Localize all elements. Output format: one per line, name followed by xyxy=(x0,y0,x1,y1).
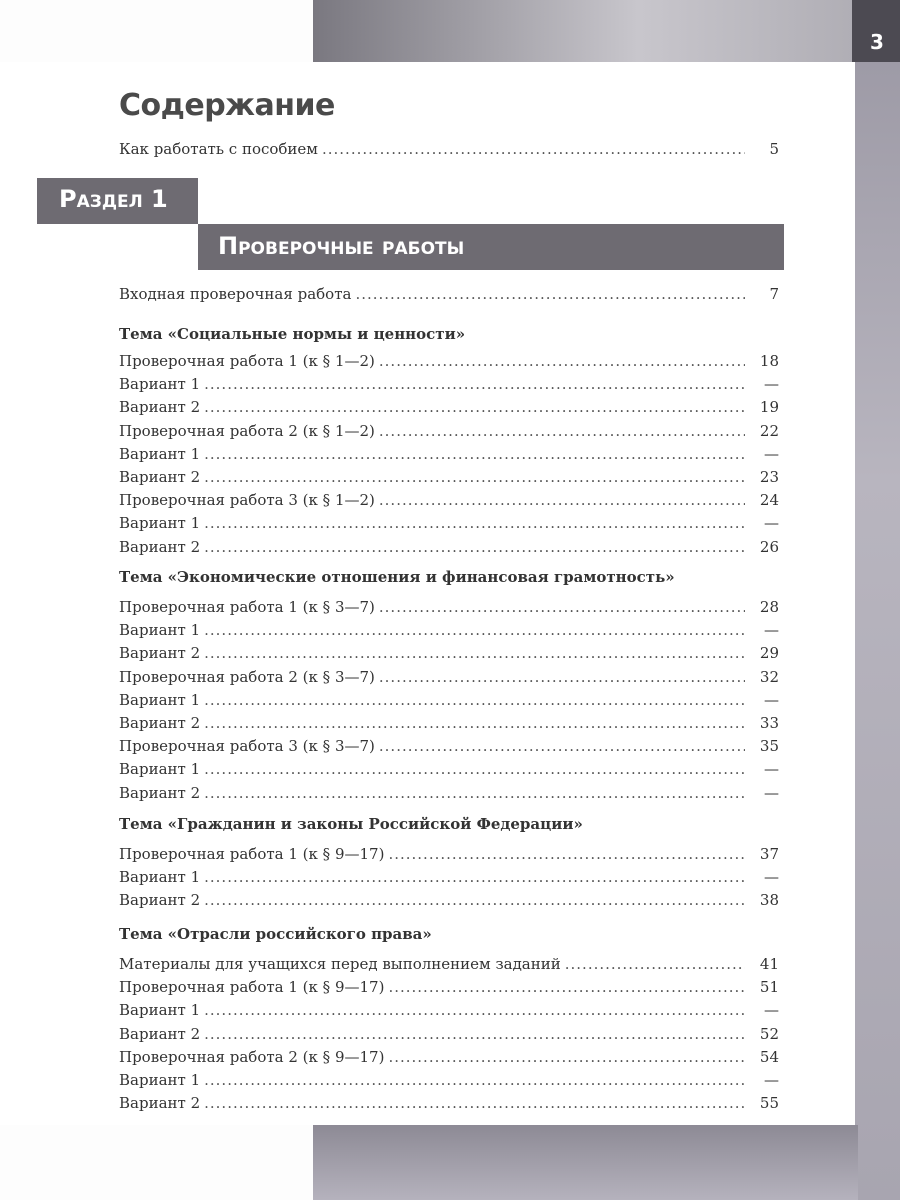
toc-row[interactable] xyxy=(119,1025,779,1047)
toc-row[interactable] xyxy=(119,598,779,620)
toc-page: 18 xyxy=(759,352,779,370)
leader-dots xyxy=(204,375,745,393)
toc-label: Вариант 1 xyxy=(119,444,201,463)
toc-row[interactable] xyxy=(119,845,779,867)
toc-page: — xyxy=(764,1001,779,1020)
toc-label: Вариант 2 xyxy=(119,468,201,486)
leader-dots xyxy=(204,714,745,732)
toc-page: 28 xyxy=(759,598,779,616)
toc-row[interactable] xyxy=(119,644,779,666)
toc-row[interactable] xyxy=(119,868,779,890)
toc-label: Проверочная работа 2 (к § 1—2) xyxy=(119,421,375,440)
toc-page: — xyxy=(764,690,779,709)
toc-label: Вариант 1 xyxy=(119,1071,201,1089)
toc-row[interactable] xyxy=(119,514,779,536)
leader-dots xyxy=(204,398,745,416)
toc-label: Вариант 2 xyxy=(119,398,201,417)
toc-label: Проверочная работа 1 (к § 9—17) xyxy=(119,978,385,997)
toc-row[interactable] xyxy=(119,375,779,397)
toc-label: Проверочная работа 3 (к § 1—2) xyxy=(119,491,375,510)
toc-page: 29 xyxy=(759,644,779,663)
toc-row[interactable] xyxy=(119,538,779,560)
toc-label: Вариант 2 xyxy=(119,891,201,910)
leader-dots xyxy=(204,538,745,556)
toc-page: — xyxy=(764,1071,779,1089)
toc-row[interactable] xyxy=(119,1071,779,1093)
toc-label: Вариант 1 xyxy=(119,1001,201,1020)
leader-dots xyxy=(204,468,745,486)
toc-label: Вариант 1 xyxy=(119,868,201,887)
toc-label: Проверочная работа 1 (к § 9—17) xyxy=(119,845,385,863)
leader-dots xyxy=(204,644,745,662)
toc-row[interactable] xyxy=(119,1094,779,1116)
toc-row[interactable] xyxy=(119,784,779,806)
toc-page: — xyxy=(764,868,779,887)
toc-row-intro[interactable] xyxy=(119,140,779,162)
toc-row[interactable] xyxy=(119,737,779,759)
toc-label: Вариант 1 xyxy=(119,690,201,709)
toc-label: Материалы для учащихся перед выполнением заданий xyxy=(119,955,561,973)
toc-label: Вариант 2 xyxy=(119,714,201,732)
leader-dots xyxy=(204,621,745,639)
toc-row[interactable] xyxy=(119,760,779,782)
toc-page: 7 xyxy=(769,285,779,303)
toc-label: Проверочная работа 3 (к § 3—7) xyxy=(119,737,375,756)
toc-row[interactable] xyxy=(119,422,779,444)
toc-label: Вариант 1 xyxy=(119,621,201,640)
toc-page: 52 xyxy=(759,1024,779,1043)
leader-dots xyxy=(204,1001,745,1019)
toc-label: Входная проверочная работа xyxy=(119,285,352,303)
section-banner xyxy=(37,178,198,224)
leader-dots xyxy=(565,955,745,973)
toc-page: 33 xyxy=(759,714,779,732)
topic-heading: Тема «Социальные нормы и ценности» xyxy=(119,325,466,343)
toc-label: Вариант 1 xyxy=(119,514,201,533)
leader-dots xyxy=(379,737,745,755)
leader-dots xyxy=(379,668,745,686)
leader-dots xyxy=(322,140,745,158)
toc-label: Вариант 2 xyxy=(119,1094,201,1113)
toc-page: — xyxy=(764,783,779,802)
toc-label: Проверочная работа 2 (к § 3—7) xyxy=(119,667,375,686)
leader-dots xyxy=(388,1048,745,1066)
toc-label: Проверочная работа 1 (к § 3—7) xyxy=(119,598,375,616)
leader-dots xyxy=(204,784,745,802)
header-band xyxy=(313,0,855,62)
toc-page: 38 xyxy=(759,891,779,910)
topic-heading: Тема «Гражданин и законы Российской Федерации» xyxy=(119,815,583,833)
toc-page: 19 xyxy=(759,398,779,417)
page-number: 3 xyxy=(870,30,884,54)
topic-heading: Тема «Экономические отношения и финансовая грамотность» xyxy=(119,568,675,586)
leader-dots xyxy=(388,978,745,996)
leader-dots xyxy=(379,491,745,509)
toc-page: 23 xyxy=(759,468,779,486)
toc-label: Вариант 2 xyxy=(119,1024,201,1043)
toc-row[interactable] xyxy=(119,978,779,1000)
toc-row[interactable] xyxy=(119,468,779,490)
toc-label: Вариант 2 xyxy=(119,537,201,556)
leader-dots xyxy=(204,514,745,532)
toc-row[interactable] xyxy=(119,621,779,643)
toc-page: 26 xyxy=(759,537,779,556)
toc-page: 35 xyxy=(759,737,779,756)
page-edge-strip xyxy=(855,0,900,1200)
topic-heading: Тема «Отрасли российского права» xyxy=(119,925,432,943)
leader-dots xyxy=(204,760,745,778)
toc-page: 51 xyxy=(759,978,779,997)
leader-dots xyxy=(204,445,745,463)
toc-label: Вариант 2 xyxy=(119,644,201,663)
leader-dots xyxy=(388,845,745,863)
toc-row[interactable] xyxy=(119,691,779,713)
page-title: Содержание xyxy=(119,88,335,123)
toc-page: 32 xyxy=(759,667,779,686)
toc-page: 24 xyxy=(759,491,779,510)
toc-row[interactable] xyxy=(119,955,779,977)
leader-dots xyxy=(204,891,745,909)
toc-row[interactable] xyxy=(119,398,779,420)
section-title-banner xyxy=(198,224,784,270)
toc-page: 37 xyxy=(759,845,779,863)
toc-page: 41 xyxy=(759,955,779,973)
toc-label: Проверочная работа 1 (к § 1—2) xyxy=(119,352,375,370)
toc-page: — xyxy=(764,375,779,394)
toc-label: Вариант 2 xyxy=(119,783,201,802)
leader-dots xyxy=(204,1071,745,1089)
toc-label: Вариант 1 xyxy=(119,375,201,394)
toc-row-entry-test[interactable] xyxy=(119,285,779,307)
leader-dots xyxy=(379,422,745,440)
toc-label: Как работать с пособием xyxy=(119,140,318,158)
toc-page: 22 xyxy=(759,421,779,440)
toc-page: 55 xyxy=(759,1094,779,1113)
toc-page: — xyxy=(764,514,779,533)
toc-row[interactable] xyxy=(119,1001,779,1023)
footer-band xyxy=(313,1125,858,1200)
leader-dots xyxy=(355,285,745,303)
toc-row[interactable] xyxy=(119,352,779,374)
toc-row[interactable] xyxy=(119,668,779,690)
section-banner-label: Раздел 1 xyxy=(59,185,168,213)
toc-label: Проверочная работа 2 (к § 9—17) xyxy=(119,1047,385,1066)
leader-dots xyxy=(379,352,745,370)
toc-page: 54 xyxy=(759,1047,779,1066)
section-title: Проверочные работы xyxy=(218,232,465,260)
toc-row[interactable] xyxy=(119,1048,779,1070)
toc-page: — xyxy=(764,760,779,779)
leader-dots xyxy=(204,691,745,709)
leader-dots xyxy=(204,1025,745,1043)
toc-row[interactable] xyxy=(119,891,779,913)
toc-page: — xyxy=(764,444,779,463)
leader-dots xyxy=(204,868,745,886)
toc-label: Вариант 1 xyxy=(119,760,201,779)
leader-dots xyxy=(204,1094,745,1112)
toc-row[interactable] xyxy=(119,491,779,513)
leader-dots xyxy=(379,598,745,616)
toc-row[interactable] xyxy=(119,445,779,467)
toc-page: — xyxy=(764,621,779,640)
toc-row[interactable] xyxy=(119,714,779,736)
toc-page: 5 xyxy=(769,140,779,158)
